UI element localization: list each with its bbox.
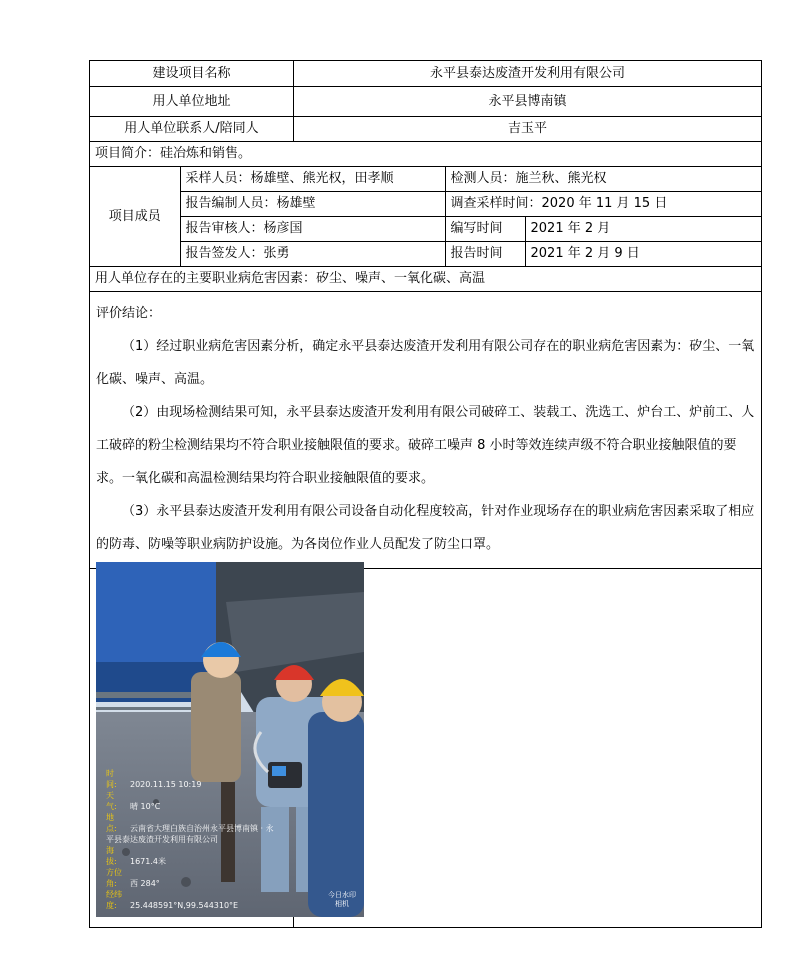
members-table <box>90 167 761 266</box>
conclusion-title: 评价结论： <box>96 306 162 321</box>
conclusion-row <box>90 292 762 569</box>
project-name-label: 建设项目名称 <box>90 61 294 87</box>
photo-watermark: 时 间: 2020.11.15 10:19 天 气: 晴 10°C 地 点: 云南省大理白族自治州永平县博南镇 · 永平县泰达废渣开发利用有限公司 海 拔: 1671.4米 方位角: 西 284° 经纬度: 25.448591°N,99.544310°E <box>106 769 274 910</box>
hazards-text: 用人单位存在的主要职业病危害因素：矽尘、噪声、一氧化碳、高温 <box>90 267 762 292</box>
report-editor: 报告编制人员：杨雄壁 <box>180 192 445 217</box>
report-time-value: 2021 年 2 月 9 日 <box>525 242 761 267</box>
watermark-weather: 晴 10°C <box>130 802 161 811</box>
watermark-logo: 今日水印 相机 <box>328 891 356 908</box>
site-photo <box>96 562 364 917</box>
report-issuer: 报告签发人：张勇 <box>180 242 445 267</box>
project-name-row <box>90 61 762 87</box>
conclusion-paragraph-3: （3）永平县泰达废渣开发利用有限公司设备自动化程度较高，针对作业现场存在的职业病危害因素采取了相应的防毒、防噪等职业病防护设施。为各岗位作业人员配发了防尘口罩。 <box>96 504 755 552</box>
watermark-altitude: 1671.4米 <box>130 857 166 866</box>
members-label: 项目成员 <box>90 167 180 266</box>
watermark-coords: 25.448591°N,99.544310°E <box>130 901 239 910</box>
contact-value: 吉玉平 <box>294 117 762 142</box>
project-intro: 项目简介：硅冶炼和销售。 <box>90 142 762 167</box>
testing-staff: 检测人员：施兰秋、熊光权 <box>445 167 761 192</box>
address-row <box>90 87 762 117</box>
report-reviewer: 报告审核人：杨彦国 <box>180 217 445 242</box>
write-time-label: 编写时间 <box>445 217 525 242</box>
watermark-time: 2020.11.15 10:19 <box>130 780 202 789</box>
intro-row <box>90 142 762 167</box>
write-time-value: 2021 年 2 月 <box>525 217 761 242</box>
contact-row <box>90 117 762 142</box>
hazards-row <box>90 267 762 292</box>
conclusion-cell <box>90 292 762 569</box>
sampling-staff: 采样人员：杨雄壁、熊光权，田孝顺 <box>180 167 445 192</box>
address-label: 用人单位地址 <box>90 87 294 117</box>
conclusion-paragraph-1: （1）经过职业病危害因素分析，确定永平县泰达废渣开发利用有限公司存在的职业病危害因素为：矽尘、一氧化碳、噪声、高温。 <box>96 339 755 387</box>
watermark-azimuth: 西 284° <box>130 879 160 888</box>
watermark-place: 云南省大理白族自治州永平县博南镇 · 永平县泰达废渣开发利用有限公司 <box>106 824 274 844</box>
address-value: 永平县博南镇 <box>294 87 762 117</box>
project-name-value: 永平县泰达废渣开发利用有限公司 <box>294 61 762 87</box>
contact-label: 用人单位联系人/陪同人 <box>90 117 294 142</box>
conclusion-paragraph-2: （2）由现场检测结果可知，永平县泰达废渣开发利用有限公司破碎工、装载工、洗选工、炉台工、炉前工、人工破碎的粉尘检测结果均不符合职业接触限值的要求。破碎工噪声 8 小时等效连续声级不符合职业接触限值的要求。一氧化碳和高温检测结果均符合职业接触限值的要求。 <box>96 405 755 486</box>
members-row <box>90 167 762 267</box>
report-time-label: 报告时间 <box>445 242 525 267</box>
members-cell <box>90 167 762 267</box>
survey-time: 调查采样时间：2020 年 11 月 15 日 <box>445 192 761 217</box>
